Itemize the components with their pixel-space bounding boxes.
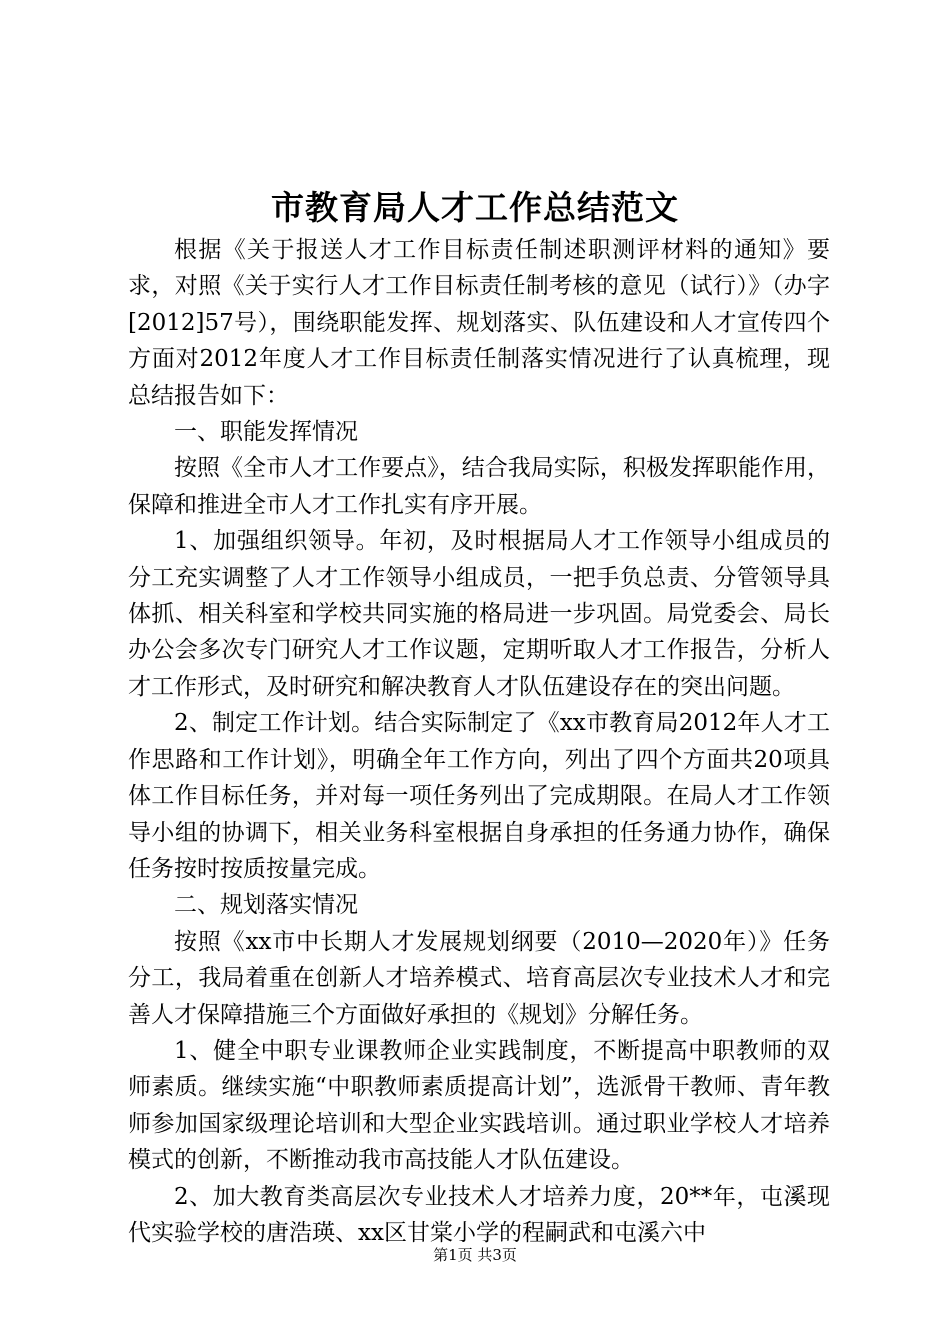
document-body [128,232,830,1251]
section-heading: 一、职能发挥情况 [174,419,358,446]
section-heading: 二、规划落实情况 [174,892,358,919]
paragraph: 2、加大教育类高层次专业技术人才培养力度，20**年，屯溪现代实验学校的唐浩瑛、xx区甘棠小学的程嗣武和屯溪六中 [128,1183,830,1246]
paragraph: 1、健全中职专业课教师企业实践制度，不断提高中职教师的双师素质。继续实施“中职教师素质提高计划”，选派骨干教师、青年教师参加国家级理论培训和大型企业实践培训。通过职业学校人才培养模式的创新，不断推动我市高技能人才队伍建设。 [128,1037,830,1174]
document-title: 市教育局人才工作总结范文 [271,188,679,227]
page-number-footer: 第1页 共3页 [433,1246,517,1264]
paragraph: 按照《全市人才工作要点》，结合我局实际，积极发挥职能作用，保障和推进全市人才工作扎实有序开展。 [128,455,830,518]
paragraph: 1、加强组织领导。年初，及时根据局人才工作领导小组成员的分工充实调整了人才工作领导小组成员，一把手负总责、分管领导具体抓、相关科室和学校共同实施的格局进一步巩固。局党委会、局长办公会多次专门研究人才工作议题，定期听取人才工作报告，分析人才工作形式，及时研究和解决教育人才队伍建设存在的突出问题。 [128,528,830,700]
paragraph: 按照《xx市中长期人才发展规划纲要（2010—2020年）》任务分工，我局着重在创新人才培养模式、培育高层次专业技术人才和完善人才保障措施三个方面做好承担的《规划》分解任务。 [128,928,830,1028]
paragraph-intro: 根据《关于报送人才工作目标责任制述职测评材料的通知》要求，对照《关于实行人才工作目标责任制考核的意见（试行）》（办字[2012]57号），围绕职能发挥、规划落实、队伍建设和人才宣传四个方面对2012年度人才工作目标责任制落实情况进行了认真梳理，现总结报告如下： [128,237,830,409]
paragraph: 2、制定工作计划。结合实际制定了《xx市教育局2012年人才工作思路和工作计划》，明确全年工作方向，列出了四个方面共20项具体工作目标任务，并对每一项任务列出了完成期限。在局人才工作领导小组的协调下，相关业务科室根据自身承担的任务通力协作，确保任务按时按质按量完成。 [128,710,830,882]
